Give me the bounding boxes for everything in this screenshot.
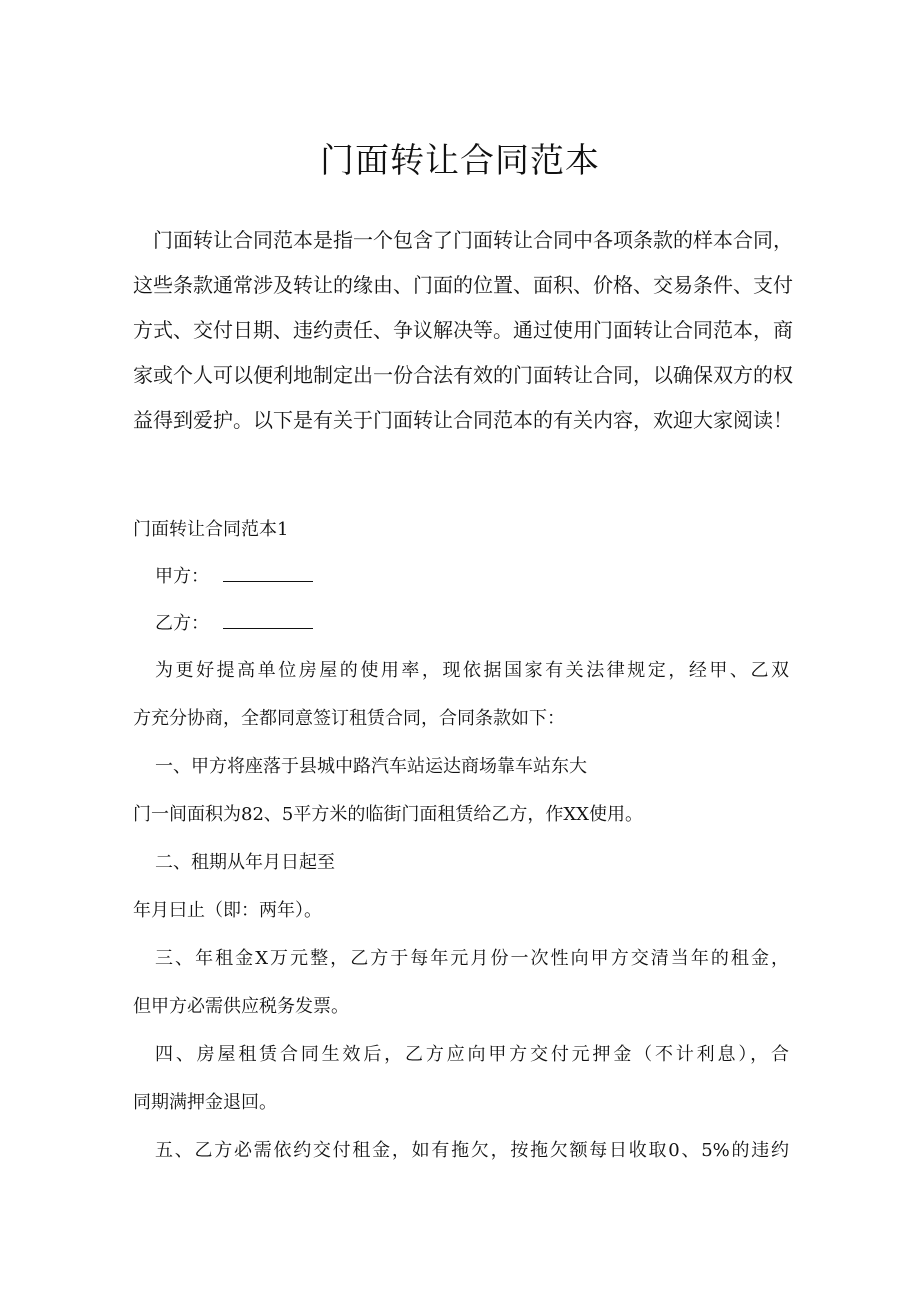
clause-line: 四、房屋租赁合同生效后，乙方应向甲方交付元押金（不计利息），合 [155,1044,789,1065]
clause-line: 二、租期从年月日起至 [155,852,335,873]
clause-5 [133,1127,789,1175]
clause-line: 年月曰止（即：两年）。 [133,900,322,921]
section-heading: 门面转让合同范本1 [133,519,289,540]
intro-paragraph [133,218,793,443]
party-b-label: 乙方： [155,613,209,634]
clause-line: 三、年租金X万元整，乙方于每年元月份一次性向甲方交清当年的租金， [155,948,789,969]
intro-line: 门面转让合同范本是指一个包含了门面转让合同中各项条款的样本合同， [153,228,793,252]
clause-line: 门一间面积为82、5平方米的临街门面租赁给乙方，作XX使用。 [133,804,643,825]
clause-line: 五、乙方必需依约交付租金，如有拖欠，按拖欠额每日收取0、5%的违约 [155,1140,789,1161]
intro-line: 家或个人可以便利地制定出一份合法有效的门面转让合同，以确保双方的权 [133,363,793,387]
clause-2 [133,839,789,935]
clause-line: 方充分协商，全都同意签订租赁合同，合同条款如下： [133,708,565,729]
clause-1 [133,743,789,839]
party-b-line [133,609,313,639]
party-b-blank [223,610,313,629]
clause-line: 为更好提高单位房屋的使用率，现依据国家有关法律规定，经甲、乙双 [155,660,789,681]
document-title: 门面转让合同范本 [320,141,600,181]
clause-preamble [133,647,789,743]
clause-4 [133,1031,789,1127]
intro-line: 这些条款通常涉及转让的缘由、门面的位置、面积、价格、交易条件、支付 [133,273,793,297]
clause-line: 一、甲方将座落于县城中路汽车站运达商场靠车站东大 [155,756,587,777]
intro-line: 方式、交付日期、违约责任、争议解决等。通过使用门面转让合同范本，商 [133,318,793,342]
party-a-label: 甲方： [155,566,209,587]
intro-line: 益得到爱护。以下是有关于门面转让合同范本的有关内容，欢迎大家阅读！ [133,408,793,432]
clause-line: 但甲方必需供应税务发票。 [133,996,349,1017]
clause-3 [133,935,789,1031]
party-a-blank [223,563,313,582]
party-a-line [133,562,313,592]
clause-line: 同期满押金退回。 [133,1092,277,1113]
